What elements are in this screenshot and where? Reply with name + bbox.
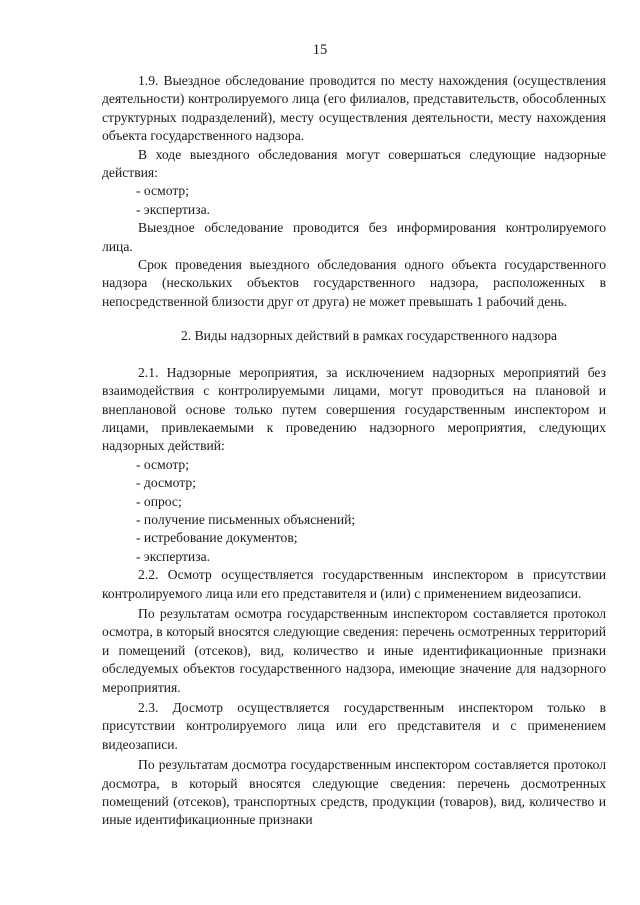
list-item-dosmotr: - досмотр; xyxy=(136,475,196,491)
paragraph-2-3: 2.3. Досмотр осуществляется государственным инспектором только в присутствии контролируемого лица или его представителя и с применением видеозаписи. xyxy=(102,700,606,752)
paragraph-actions-intro: В ходе выездного обследования могут совершаться следующие надзорные действия: xyxy=(102,146,606,181)
list-item-opros: - опрос; xyxy=(136,493,182,509)
paragraph-duration: Срок проведения выездного обследования одного объекта государственного надзора (нескольких объектов государственного надзора, расположенных в непосредственной близости друг от друга) не может превышать 1 рабочий день. xyxy=(102,257,606,309)
list-item-expertiza: - экспертиза. xyxy=(136,548,211,564)
paragraph-1-9: 1.9. Выездное обследование проводится по месту нахождения (осуществления деятельности) контролируемого лица (его филиалов, представительств, обособленных структурных подразделений), месту осуществления деятельности, месту нахождения объекта государственного надзора. xyxy=(102,73,606,144)
list-item-documents: - истребование документов; xyxy=(136,530,298,546)
section-heading-2: 2. Виды надзорных действий в рамках государственного надзора xyxy=(180,328,558,344)
list-item-inspection: - осмотр; xyxy=(136,183,189,199)
list-item-expertise: - экспертиза. xyxy=(136,201,211,217)
paragraph-dosmotr-protocol: По результатам досмотра государственным инспектором составляется протокол досмотра, в который вносятся следующие сведения: перечень досмотренных помещений (отсеков), транспортных средств, продукции (товаров), вид, количество и иные идентификационные признаки xyxy=(102,757,606,828)
paragraph-2-2: 2.2. Осмотр осуществляется государственным инспектором в присутствии контролируемого лица или его представителя и (или) с применением видеозаписи. xyxy=(102,567,606,601)
paragraph-2-1: 2.1. Надзорные мероприятия, за исключением надзорных мероприятий без взаимодействия с контролируемыми лицами, могут проводиться на плановой и внеплановой основе только путем совершения государственным инспектором и лицами, привлекаемыми к проведению надзорного мероприятия, следующих надзорных действий: xyxy=(102,364,606,454)
document-body xyxy=(102,72,606,830)
list-item-osmotr: - осмотр; xyxy=(136,456,189,472)
paragraph-osmotr-protocol: По результатам осмотра государственным инспектором составляется протокол осмотра, в который вносятся следующие сведения: перечень осмотренных территорий и помещений (отсеков), вид, количество и иные идентификационные признаки обследуемых объектов государственного надзора, имеющие значение для надзорного мероприятия. xyxy=(102,605,606,695)
paragraph-no-notice: Выездное обследование проводится без информирования контролируемого лица. xyxy=(102,220,606,254)
list-item-explanations: - получение письменных объяснений; xyxy=(136,511,356,527)
page-number: 15 xyxy=(312,42,328,58)
